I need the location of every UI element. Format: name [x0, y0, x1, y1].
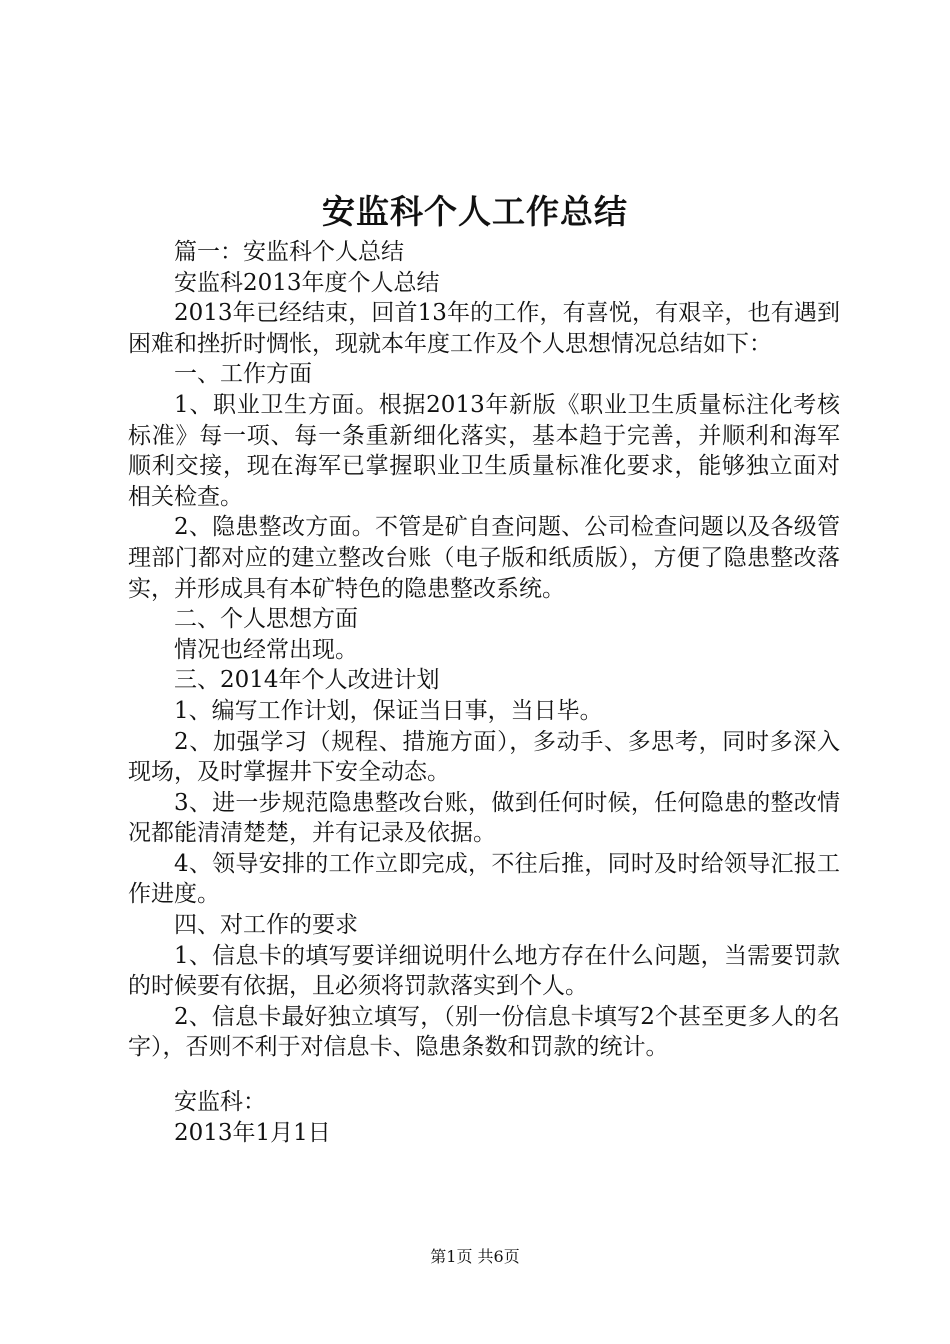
paragraph: 4、领导安排的工作立即完成，不往后推，同时及时给领导汇报工作进度。: [128, 850, 840, 908]
paragraph: 2、加强学习（规程、措施方面），多动手、多思考，同时多深入现场，及时掌握井下安全动态。: [128, 728, 840, 786]
paragraph: 2、信息卡最好独立填写，（别一份信息卡填写2个甚至更多人的名字），否则不利于对信息卡、隐患条数和罚款的统计。: [128, 1003, 840, 1061]
page-footer: 第1页 共6页: [430, 1247, 520, 1266]
paragraph: 1、职业卫生方面。根据2013年新版《职业卫生质量标注化考核标准》每一项、每一条重新细化落实，基本趋于完善，并顺利和海军顺利交接，现在海军已掌握职业卫生质量标准化要求，能够独立面对相关检查。: [128, 391, 840, 510]
date: 2013年1月1日: [174, 1119, 331, 1146]
paragraph: 篇一：安监科个人总结: [174, 239, 404, 265]
document-body: [128, 237, 840, 1148]
paragraph: 情况也经常出现。: [174, 636, 358, 663]
paragraph: 3、进一步规范隐患整改台账，做到任何时候，任何隐患的整改情况都能清清楚楚，并有记录及依据。: [128, 789, 840, 847]
signature: 安监科：: [174, 1089, 266, 1116]
section-heading: 二、个人思想方面: [174, 606, 358, 633]
section-heading: 一、工作方面: [174, 361, 312, 388]
paragraph: 1、编写工作计划，保证当日事，当日毕。: [174, 697, 603, 724]
paragraph: 2013年已经结束，回首13年的工作，有喜悦，有艰辛，也有遇到困难和挫折时惆怅，现就本年度工作及个人思想情况总结如下：: [128, 300, 840, 357]
paragraph: 2、隐患整改方面。不管是矿自查问题、公司检查问题以及各级管理部门都对应的建立整改台账（电子版和纸质版），方便了隐患整改落实，并形成具有本矿特色的隐患整改系统。: [128, 514, 840, 602]
section-heading: 三、2014年个人改进计划: [174, 667, 440, 694]
document-title: 安监科个人工作总结: [322, 192, 628, 231]
paragraph: 安监科2013年度个人总结: [174, 269, 440, 296]
section-heading: 四、对工作的要求: [174, 912, 358, 939]
blank-line: [128, 1063, 840, 1087]
paragraph: 1、信息卡的填写要详细说明什么地方存在什么问题，当需要罚款的时候要有依据，且必须将罚款落实到个人。: [128, 942, 840, 1000]
